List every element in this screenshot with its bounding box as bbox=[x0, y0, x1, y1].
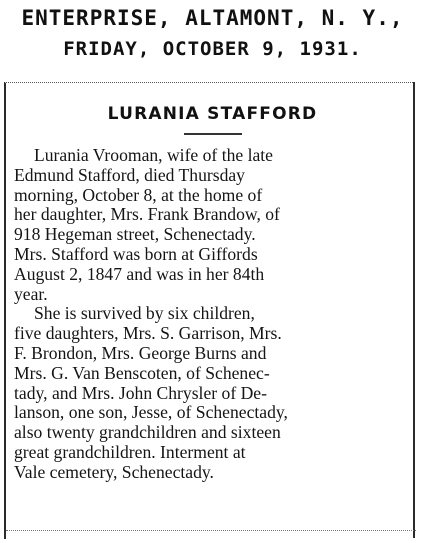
headline-divider bbox=[184, 133, 242, 135]
clipping-bottom-edge bbox=[6, 530, 416, 539]
article-paragraph: She is survived by six children, five daughters, Mrs. S. Garrison, Mrs. F. Brondon, Mrs. George Burns and Mrs. G. Van Benscoten, of Schenec- tady, and Mrs. John Chrysler of De- lanson, one son, Jesse, of Schenectady, also twenty grandchildren and sixteen great grandchildren. Interment at Vale cemetery, Schenectady. bbox=[14, 303, 288, 482]
column-rule-right bbox=[413, 82, 415, 538]
masthead-paper-name: ENTERPRISE, ALTAMONT, N. Y., bbox=[21, 6, 404, 30]
article-paragraph: Lurania Vrooman, wife of the late Edmund Stafford, died Thursday morning, October 8, at the home of her daughter, Mrs. Frank Brandow, of 918 Hegeman street, Schenectady. Mrs. Stafford was born at Giffords August 2, 1847 and was in her 84th year. bbox=[14, 145, 280, 304]
article-body bbox=[14, 146, 408, 483]
article-headline: LURANIA STAFFORD bbox=[107, 104, 318, 124]
masthead-date: FRIDAY, OCTOBER 9, 1931. bbox=[63, 38, 362, 60]
